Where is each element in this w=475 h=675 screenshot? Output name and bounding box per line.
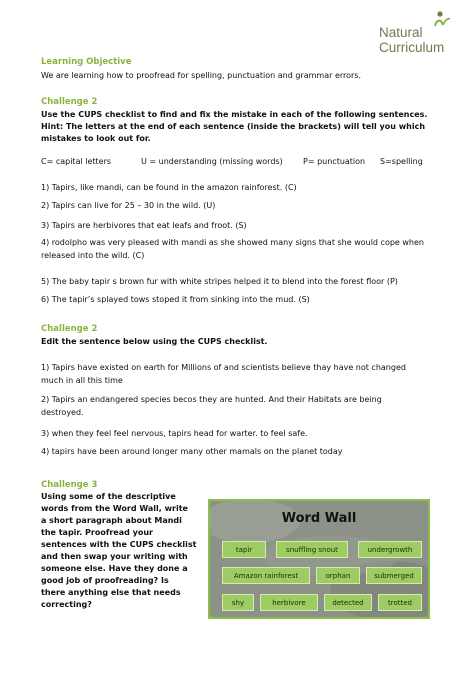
- logo-figure-icon: [426, 10, 454, 30]
- challenge-c-line-8: good job of proofreading? Is: [41, 576, 169, 585]
- word-chip-amazon-rainforest: Amazon rainforest: [222, 567, 310, 584]
- challenge-a-heading: Challenge 2: [41, 97, 98, 107]
- challenge-b-instruction: Edit the sentence below using the CUPS checklist.: [41, 337, 268, 346]
- challenge-c-line-9: there anything else that needs: [41, 588, 181, 597]
- logo-line-1: Natural: [379, 25, 423, 40]
- word-chip-trotted: trotted: [378, 594, 422, 611]
- challenge-c-line-4: the tapir. Proofread your: [41, 528, 153, 537]
- challenge-c-line-7: someone else. Have they done a: [41, 564, 188, 573]
- challenge-a-hint-line-1: Hint: The letters at the end of each sentence (inside the brackets) will tell you which: [41, 122, 426, 131]
- challenge-c-line-3: a short paragraph about Mandi: [41, 516, 182, 525]
- challenge-a-sentence-4: 4) rodolpho was very pleased with mandi as she showed many signs that she would cope when: [41, 238, 424, 247]
- challenge-c-heading: Challenge 3: [41, 480, 98, 490]
- cups-key-understanding: U = understanding (missing words): [141, 157, 283, 166]
- word-wall: [208, 499, 430, 619]
- word-chip-shy: shy: [222, 594, 254, 611]
- logo-line-2: Curriculum: [379, 40, 445, 55]
- challenge-b-heading: Challenge 2: [41, 324, 98, 334]
- challenge-b-sentence-2: 2) Tapirs an endangered species becos they are hunted. And their Habitats are being: [41, 395, 382, 404]
- natural-curriculum-logo: [379, 10, 469, 62]
- word-chip-detected: detected: [324, 594, 372, 611]
- challenge-b-sentence-3: 3) when they feel feel nervous, tapirs head for warter. to feel safe.: [41, 429, 308, 438]
- cups-key-punctuation: P= punctuation: [303, 157, 366, 166]
- challenge-b-sentence-2-cont: destroyed.: [41, 408, 84, 417]
- challenge-c-line-5: sentences with the CUPS checklist: [41, 540, 197, 549]
- challenge-a-sentence-2: 2) Tapirs can live for 25 – 30 in the wild. (U): [41, 201, 216, 210]
- word-chip-undergrowth: undergrowth: [358, 541, 422, 558]
- challenge-a-sentence-5: 5) The baby tapir s brown fur with white stripes helped it to blend into the forest floor (P): [41, 277, 398, 286]
- challenge-b-sentence-4: 4) tapirs have been around longer many other mamals on the planet today: [41, 447, 343, 456]
- challenge-c-line-2: words from the Word Wall, write: [41, 504, 188, 513]
- word-chip-orphan: orphan: [316, 567, 360, 584]
- challenge-a-hint-line-2: mistakes to look out for.: [41, 134, 151, 143]
- word-chip-tapir: tapir: [222, 541, 266, 558]
- cups-key-spelling: S=spelling: [380, 157, 423, 166]
- cups-key-capital: C= capital letters: [41, 157, 112, 166]
- word-chip-herbivore: herbivore: [260, 594, 318, 611]
- learning-objective-heading: Learning Objective: [41, 57, 132, 67]
- challenge-c-line-10: correcting?: [41, 600, 92, 609]
- challenge-a-sentence-3: 3) Tapirs are herbivores that eat leafs and froot. (S): [41, 221, 247, 230]
- challenge-a-sentence-4-cont: released into the wild. (C): [41, 251, 145, 260]
- challenge-b-sentence-1: 1) Tapirs have existed on earth for Millions of and scientists believe thay have not changed: [41, 363, 406, 372]
- challenge-c-line-1: Using some of the descriptive: [41, 492, 176, 501]
- word-chip-submerged: submerged: [366, 567, 422, 584]
- challenge-c-line-6: and then swap your writing with: [41, 552, 188, 561]
- word-chip-snuffling-snout: snuffling snout: [276, 541, 348, 558]
- challenge-b-sentence-1-cont: much in all this time: [41, 376, 123, 385]
- challenge-a-sentence-1: 1) Tapirs, like mandi, can be found in the amazon rainforest. (C): [41, 183, 297, 192]
- challenge-a-sentence-6: 6) The tapir’s splayed tows stoped it from sinking into the mud. (S): [41, 295, 310, 304]
- challenge-a-instruction: Use the CUPS checklist to find and fix the mistake in each of the following sentences.: [41, 110, 428, 119]
- word-wall-title: Word Wall: [281, 511, 357, 526]
- learning-objective-text: We are learning how to proofread for spelling, punctuation and grammar errors.: [41, 71, 362, 80]
